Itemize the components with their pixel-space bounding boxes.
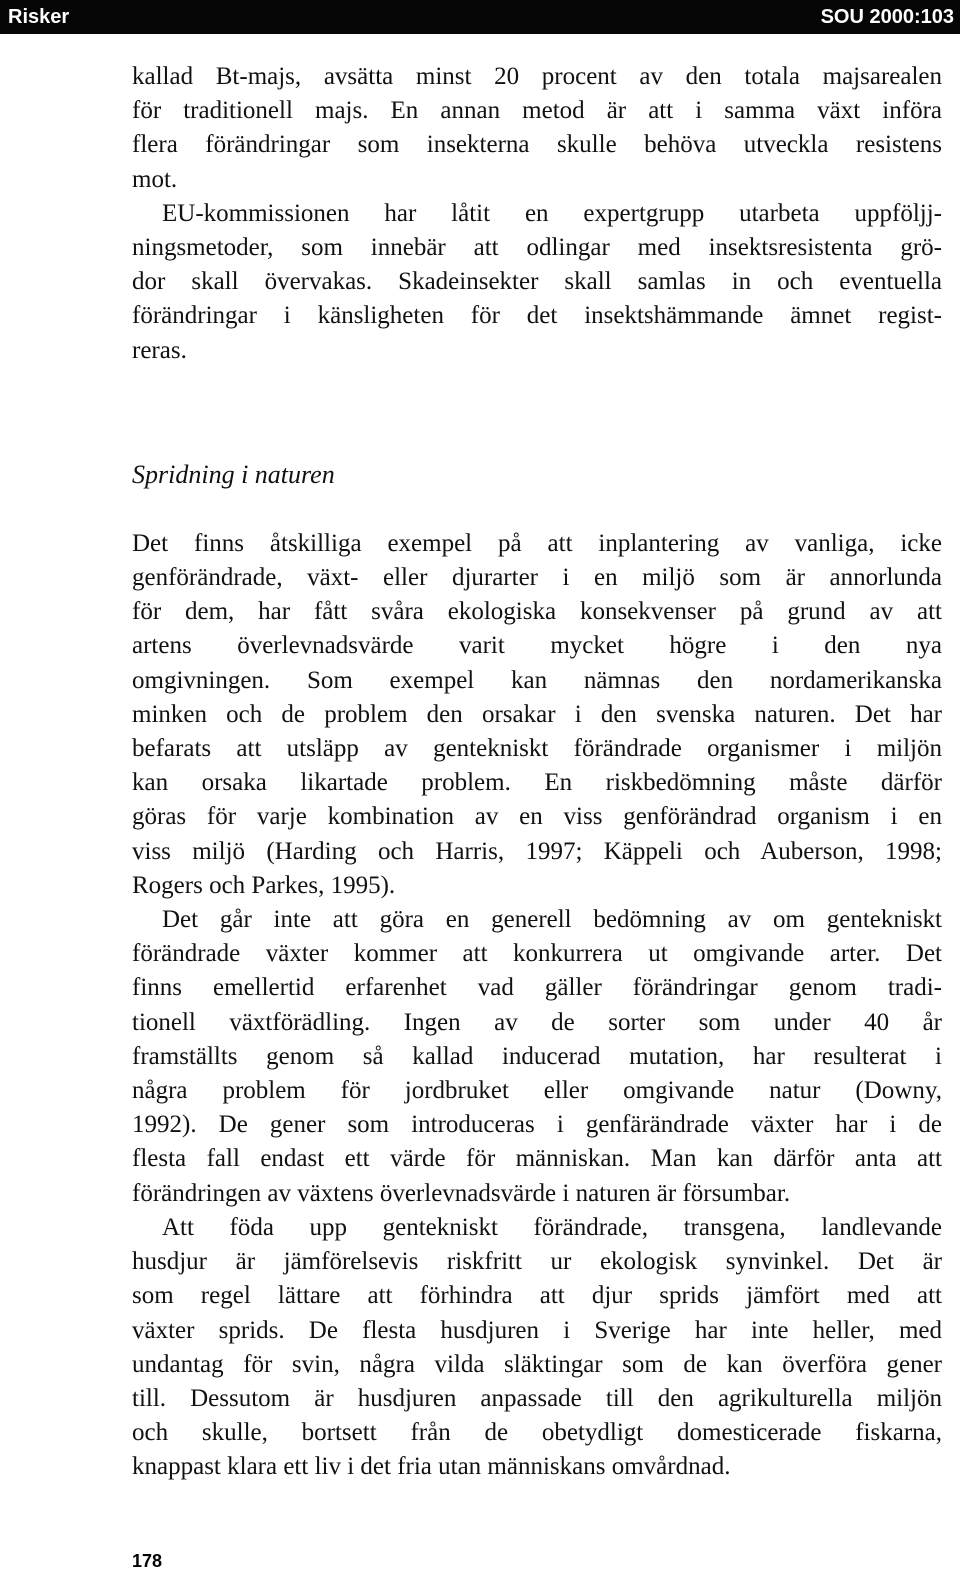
text-line: Att föda upp gentekniskt förändrade, transgena, landlevande <box>162 1213 942 1241</box>
text-line: ningsmetoder, som innebär att odlingar med insektsresistenta grö- <box>132 234 942 262</box>
text-line: kan orsaka likartade problem. En riskbedömning måste därför <box>132 769 942 797</box>
text-line: förändrade växter kommer att konkurrera ut omgivande arter. Det <box>132 940 942 968</box>
text-line: kallad Bt-majs, avsätta minst 20 procent av den totala majsarealen <box>132 63 942 90</box>
page-number: 178 <box>132 1551 163 1571</box>
running-header <box>0 0 960 34</box>
text-line: förändringar i känsligheten för det insektshämmande ämnet regist- <box>132 302 942 330</box>
text-line: Rogers och Parkes, 1995). <box>132 871 396 899</box>
text-line: Det går inte att göra en generell bedömning av om gentekniskt <box>162 906 942 934</box>
text-line: till. Dessutom är husdjuren anpassade till den agrikulturella miljön <box>132 1384 942 1412</box>
paragraph <box>132 1211 942 1485</box>
text-line: växter sprids. De flesta husdjuren i Sverige har inte heller, med <box>132 1316 942 1344</box>
text-line: finns emellertid erfarenhet vad gäller förändringar genom tradi- <box>132 974 942 1002</box>
paragraph <box>132 903 942 1211</box>
text-line: flesta fall endast ett värde för människan. Man kan därför anta att <box>132 1145 942 1173</box>
text-line: reras. <box>132 336 187 364</box>
text-line: Det finns åtskilliga exempel på att inplantering av vanliga, icke <box>132 529 942 557</box>
text-line: för dem, har fått svåra ekologiska konsekvenser på grund av att <box>132 598 942 626</box>
text-line: göras för varje kombination av en viss genförändrad organism i en <box>132 803 942 831</box>
text-line: framställts genom så kallad inducerad mutation, har resulterat i <box>132 1042 942 1070</box>
text-line: husdjur är jämförelsevis riskfritt ur ekologisk synvinkel. Det är <box>132 1248 942 1276</box>
paragraph <box>132 197 942 368</box>
text-line: befarats att utsläpp av gentekniskt förändrade organismer i miljön <box>132 735 942 763</box>
text-line: dor skall övervakas. Skadeinsekter skall samlas in och eventuella <box>132 268 942 296</box>
header-section-title: Risker <box>8 5 70 28</box>
text-line: undantag för svin, några vilda släktingar som de kan överföra gener <box>132 1350 942 1378</box>
text-line: knappast klara ett liv i det fria utan människans omvårdnad. <box>132 1453 731 1481</box>
header-report-id: SOU 2000:103 <box>820 5 954 28</box>
text-line: mot. <box>132 165 178 193</box>
text-line: 1992). De gener som introduceras i genfärändrade växter har i de <box>132 1111 942 1139</box>
section-heading: Spridning i naturen <box>132 459 335 489</box>
text-line: flera förändringar som insekterna skulle behöva utveckla resistens <box>132 131 942 159</box>
text-line: och skulle, bortsett från de obetydligt domesticerade fiskarna, <box>132 1419 942 1447</box>
text-line: som regel lättare att förhindra att djur sprids jämfört med att <box>132 1282 942 1310</box>
paragraph <box>132 527 942 903</box>
text-line: minken och de problem den orsakar i den svenska naturen. Det har <box>132 700 942 728</box>
text-line: för traditionell majs. En annan metod är att i samma växt införa <box>132 97 942 125</box>
paragraph <box>132 60 942 197</box>
text-line: artens överlevnadsvärde varit mycket högre i den nya <box>132 632 942 660</box>
text-line: tionell växtförädling. Ingen av de sorter som under 40 år <box>132 1008 942 1036</box>
text-line: genförändrade, växt- eller djurarter i en miljö som är annorlunda <box>132 564 942 592</box>
text-line: några problem för jordbruket eller omgivande natur (Downy, <box>132 1077 942 1105</box>
text-line: EU-kommissionen har låtit en expertgrupp utarbeta uppföljj- <box>162 199 942 227</box>
text-line: förändringen av växtens överlevnadsvärde i naturen är försumbar. <box>132 1179 791 1207</box>
page-body <box>132 60 942 1485</box>
text-line: viss miljö (Harding och Harris, 1997; Käppeli och Auberson, 1998; <box>132 837 942 865</box>
text-line: omgivningen. Som exempel kan nämnas den nordamerikanska <box>132 666 942 694</box>
